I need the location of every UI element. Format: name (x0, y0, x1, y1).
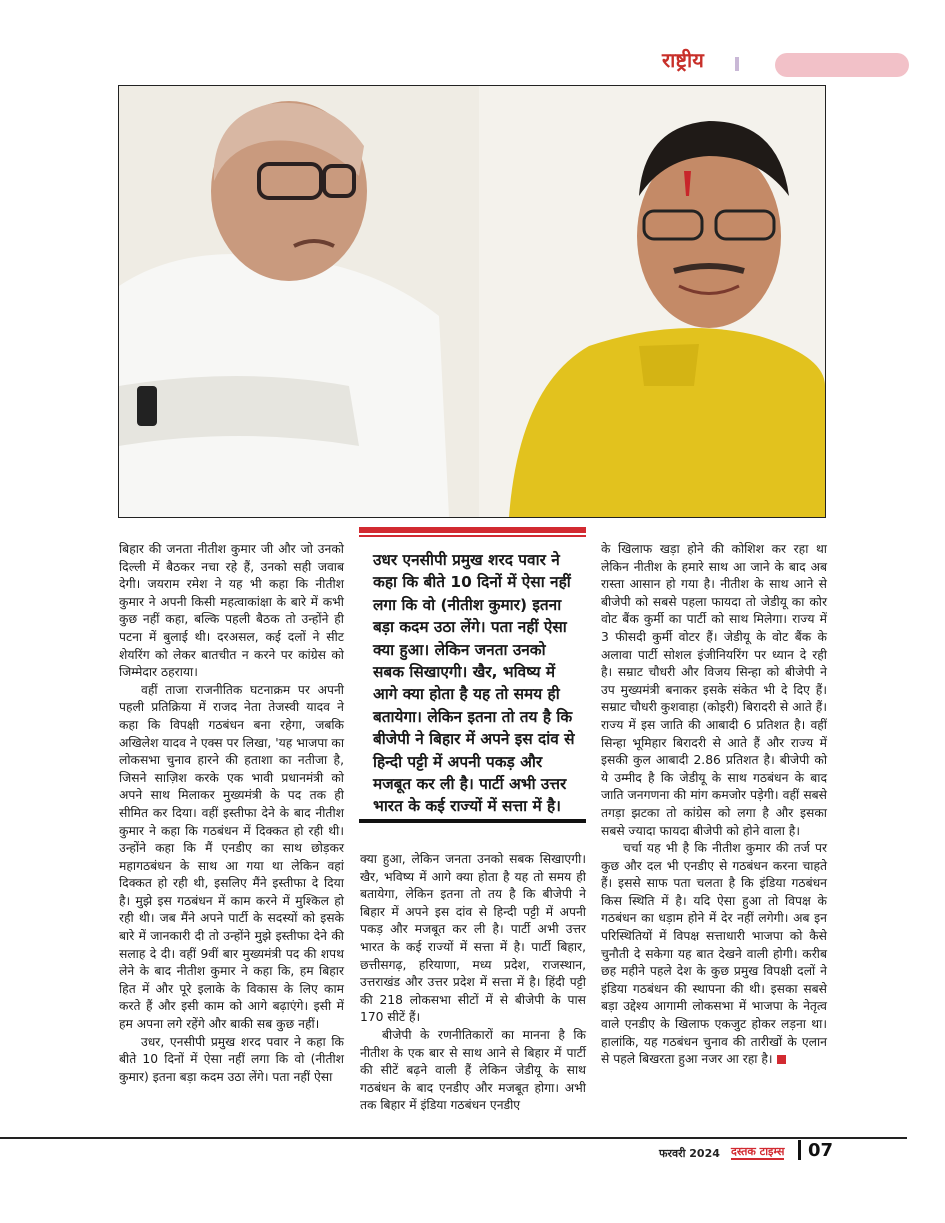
article-photo (118, 85, 826, 518)
section-pill-decoration (775, 53, 909, 77)
photo-icon (119, 86, 825, 517)
end-mark-icon (777, 1055, 786, 1064)
article-column-2 (360, 851, 586, 1115)
section-separator (735, 57, 739, 71)
pull-quote-text: उधर एनसीपी प्रमुख शरद पवार ने कहा कि बीते 10 दिनों में ऐसा नहीं लगा कि वो (नीतीश कुमार) इतना बड़ा कदम उठा लेंगे। पता नहीं ऐसा क्या हुआ। लेकिन जनता उनको सबक सिखाएगी। खैर, भविष्य में आगे क्या होता है यह तो समय ही बतायेगा। लेकिन इतना तो तय है कि बीजेपी ने बिहार में अपने इस दांव से हिन्दी पट्टी में अपनी पकड़ और मजबूत कर ली है। पार्टी अभी उत्तर भारत के कई राज्यों में सत्ता में है। (373, 551, 575, 816)
footer-month: फरवरी 2024 (659, 1147, 720, 1160)
article-column-3 (601, 541, 827, 1069)
paragraph: क्या हुआ, लेकिन जनता उनको सबक सिखाएगी। खैर, भविष्य में आगे क्या होता है यह तो समय ही बतायेगा, लेकिन इतना तो तय है कि बीजेपी ने बिहार में अपने इस दांव से हिन्दी पट्टी में अपनी पकड़ और मजबूत कर ली है। पार्टी अभी उत्तर भारत के कई राज्यों में सत्ता में है। पार्टी बिहार, छत्तीसगढ़, हरियाणा, मध्य प्रदेश, राजस्थान, उत्तराखंड और उत्तर प्रदेश में सत्ता में है। हिंदी पट्टी की 218 लोकसभा सीटों में से बीजेपी के पास 170 सीटें हैं। (360, 852, 586, 1025)
paragraph: उधर, एनसीपी प्रमुख शरद पवार ने कहा कि बीते 10 दिनों में ऐसा नहीं लगा कि वो (नीतीश कुमार) इतना बड़ा कदम उठा लेंगे। पता नहीं ऐसा (119, 1034, 344, 1084)
pull-quote-bottom-rule (359, 819, 586, 823)
paragraph: बिहार की जनता नीतीश कुमार जी और जो उनको दिल्ली में बैठकर नचा रहे हैं, उनको सही जवाब देगी। जयराम रमेश ने यह भी कहा कि नीतीश कुमार ने अपनी किसी महत्वाकांक्षा के बारे में कभी कुछ नहीं कहा, बल्कि पहली बैठक तो उन्होंने ही पटना में बुलाई थी। दरअसल, कई दलों ने सीट शेयरिंग को लेकर बातचीत न करने पर कांग्रेस को जिम्मेदार ठहराया। (119, 542, 344, 680)
footer-separator (798, 1140, 801, 1160)
paragraph-text: चर्चा यह भी है कि नीतीश कुमार की तर्ज पर कुछ और दल भी एनडीए से गठबंधन करना चाहते हैं। इससे साफ पता चलता है कि इंडिया गठबंधन किस स्थिति में है। यदि ऐसा हुआ तो विपक्ष के गठबंधन का धड़ाम होने में देर नहीं लगेगी। अब इन परिस्थितियों में विपक्ष सत्ताधारी भाजपा को कैसे चुनौती दे सकेगा यह बात देखने वाली होगी। करीब छह महीने पहले देश के कुछ प्रमुख विपक्षी दलों ने इंडिया गठबंधन की स्थापना की थी। इसका सबसे बड़ा उद्देश्य आगामी लोकसभा में भाजपा के नेतृत्व वाले एनडीए के खिलाफ एकजुट होकर लड़ना था। हालांकि, यह गठबंधन चुनाव की तारीखों के एलान से पहले बिखरता हुआ नजर आ रहा है। (601, 841, 827, 1067)
page-number: 07 (808, 1140, 834, 1161)
section-label: राष्ट्रीय (662, 48, 704, 72)
pull-quote-top-rule (359, 527, 586, 533)
paragraph: वहीं ताजा राजनीतिक घटनाक्रम पर अपनी पहली प्रतिक्रिया में राजद नेता तेजस्वी यादव ने कहा कि विपक्षी गठबंधन बना रहेगा, जबकि अखिलेश यादव ने एक्स पर लिखा, 'यह भाजपा का लोकसभा चुनाव हारने की हताशा का नतीजा है, जिसने साज़िश करके एक भावी प्रधानमंत्री को अपने साथ मिलाकर मुख्यमंत्री के पद तक ही सीमित कर दिया। वहीं इस्तीफा देने के बाद नीतीश कुमार ने कहा कि गठबंधन में दिक्कत हो रही थी। उन्होंने कहा कि मैं एनडीए का साथ छोड़कर महागठबंधन के साथ आ गया था लेकिन वहां दिक्कत हो रही थी, इसलिए मैंने इस्तीफा दे दिया है। मुझे इस गठबंधन में काम करने में मुश्किल हो रही थी। जब मैंने अपने पार्टी के सदस्यों को इसके बारे में जानकारी दी तो उन्होंने मुझे इस्तीफा देने की सलाह दे दी। वहीं 9वीं बार मुख्यमंत्री पद की शपथ लेने के बाद नीतीश कुमार ने कहा कि, हम बिहार हित में और पूरे इलाके के विकास के लिए काम करते हैं और इसी काम को आगे बढ़ाएंगे। इसी में हम अपना लगे रहेंगे और बाकी सब कुछ नहीं। (119, 682, 344, 1032)
footer-brand-logo: दस्तक टाइम्स (731, 1145, 785, 1158)
paragraph: बीजेपी के रणनीतिकारों का मानना है कि नीतीश के एक बार से साथ आने से बिहार में पार्टी की सीटें बढ़ने वाली हैं लेकिन जेडीयू के साथ गठबंधन के बाद एनडीए और मजबूत होगा। अभी तक बिहार में इंडिया गठबंधन एनडीए (360, 1027, 586, 1113)
pull-quote (359, 527, 586, 823)
paragraph: के खिलाफ खड़ा होने की कोशिश कर रहा था लेकिन नीतीश के हमारे साथ आ जाने के बाद अब रास्ता आसान हो गया है। नीतीश के साथ आने से बीजेपी को सबसे पहला फायदा तो जेडीयू का कोर वोट बैंक कुर्मी का पार्टी को साथ मिलेगा। राज्य में 3 फीसदी कुर्मी वोटर हैं। जेडीयू के वोट बैंक के अलावा पार्टी सोशल इंजीनियरिंग पर ध्यान दे रही है। सम्राट चौधरी और विजय सिन्हा को बीजेपी ने उप मुख्यमंत्री बनाकर इसके संकेत भी दे दिए हैं। सम्राट चौधरी कुशवाहा (कोइरी) बिरादरी से आते हैं। राज्य में इस जाति की आबादी 6 प्रतिशत है। वहीं सिन्हा भूमिहार बिरादरी से आते हैं और राज्य में इसकी कुल आबादी 2.86 प्रतिशत है। बीजेपी को ये उम्मीद है कि जेडीयू के साथ गठबंधन के बाद जाति जनगणना की मांग कमजोर पड़ेगी। वहीं सबसे तगड़ा झटका तो कांग्रेस को लगा है और इसका सबसे ज्यादा फायदा बीजेपी को होने वाला है। (601, 542, 827, 838)
paragraph-last (601, 840, 827, 1069)
article-column-1 (119, 541, 344, 1086)
footer-rule (0, 1137, 907, 1139)
